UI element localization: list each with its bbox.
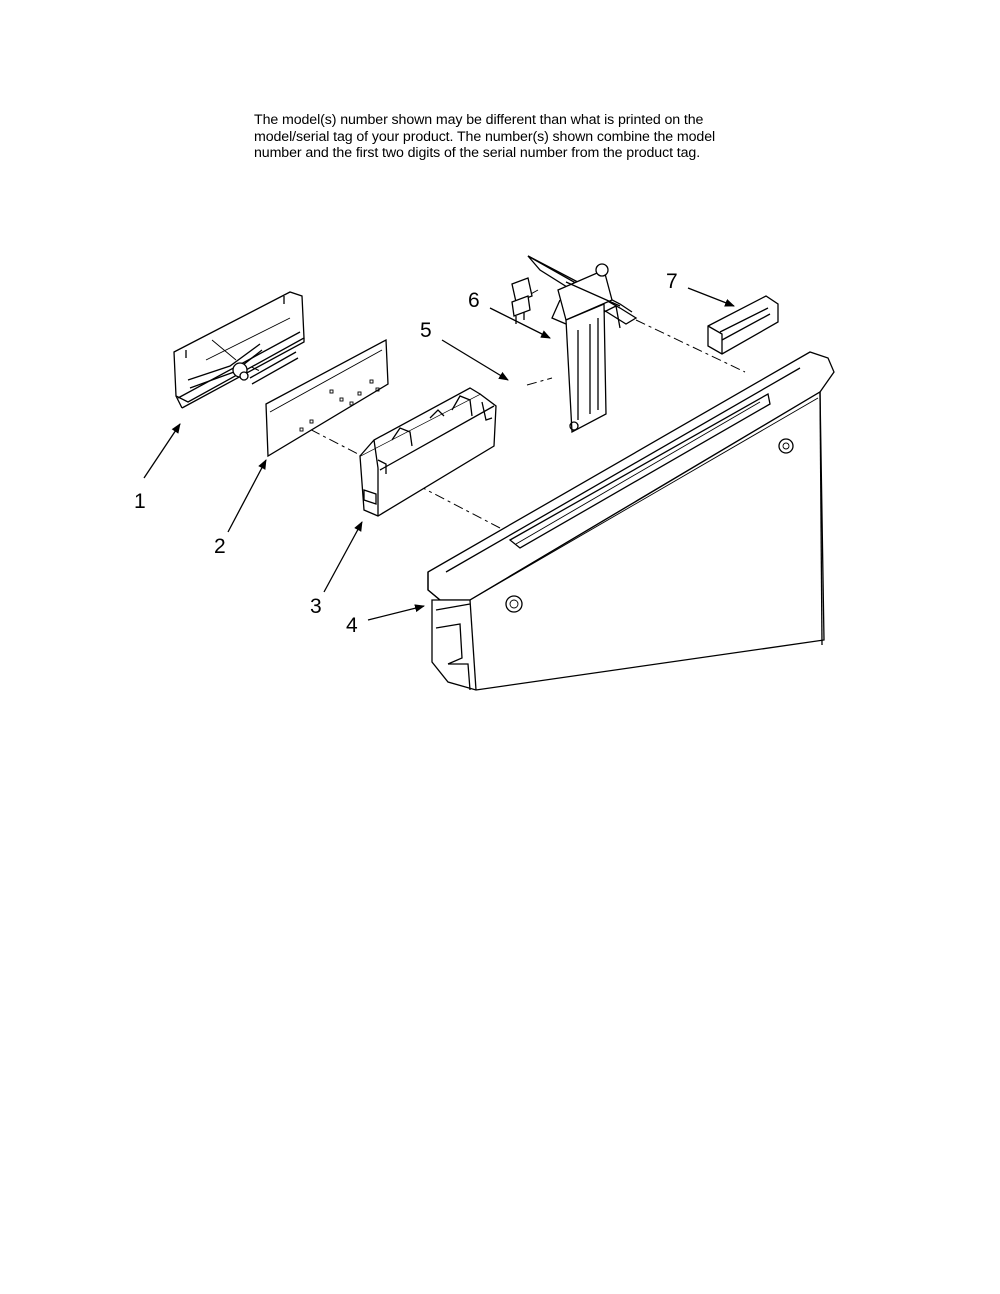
callout-5: 5 (420, 319, 432, 342)
part-2-circuit-board (266, 340, 388, 456)
part-1-bracket (174, 292, 304, 408)
callout-6: 6 (468, 289, 480, 312)
note-line: number and the first two digits of the serial number from the product tag. (254, 145, 701, 161)
part-3-control-housing (360, 388, 496, 516)
part-7-end-cap (708, 296, 778, 354)
note-line: model/serial tag of your product. The number(s) shown combine the model (254, 128, 716, 145)
callout-7: 7 (666, 270, 678, 293)
callout-2: 2 (214, 535, 226, 558)
part-5-switch (512, 278, 532, 324)
callout-3: 3 (310, 595, 322, 618)
note-line: The model(s) number shown may be different than what is printed on the (254, 112, 704, 128)
part-6-latch-assembly (528, 256, 636, 432)
callout-4: 4 (346, 614, 358, 637)
callout-1: 1 (134, 490, 146, 513)
